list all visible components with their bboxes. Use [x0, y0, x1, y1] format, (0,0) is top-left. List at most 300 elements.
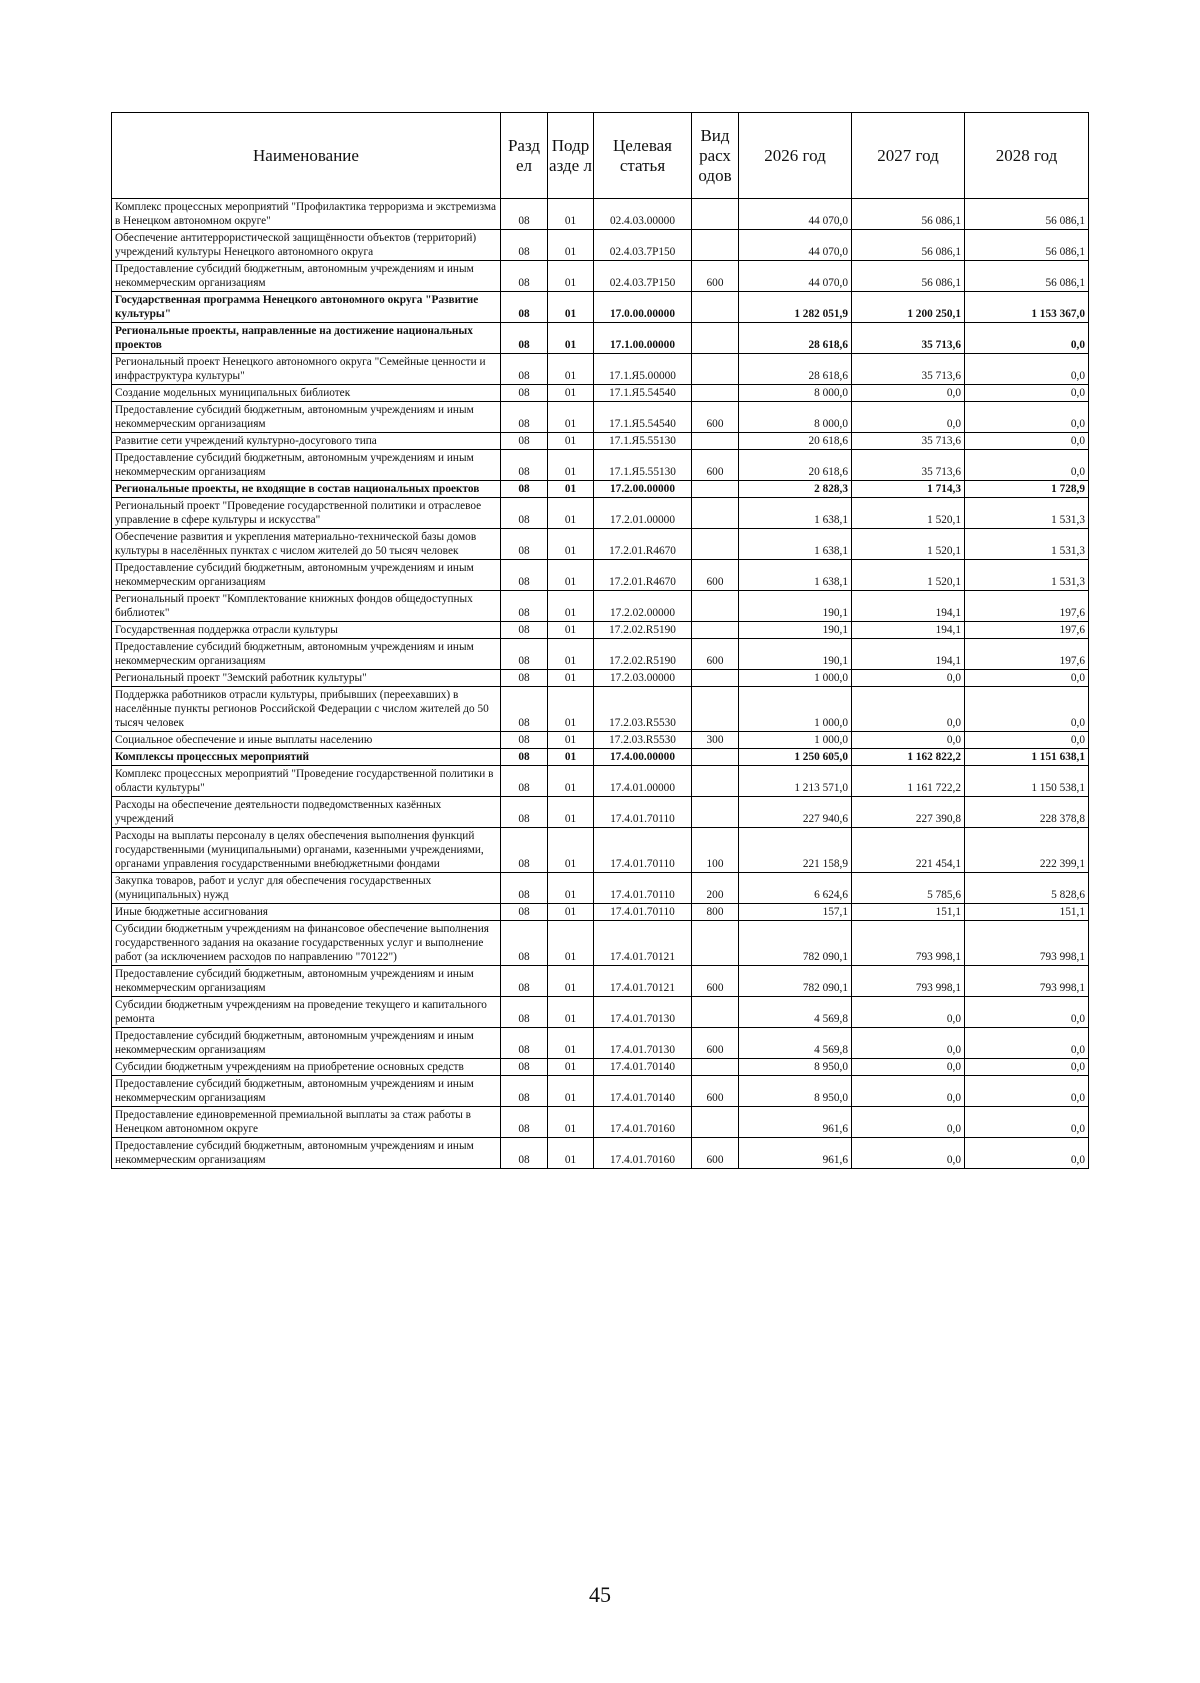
cell-2027: 56 086,1 — [852, 230, 965, 261]
cell-target: 17.2.02.R5190 — [594, 639, 692, 670]
cell-2027: 1 714,3 — [852, 481, 965, 498]
cell-section: 08 — [501, 402, 548, 433]
cell-2028: 228 378,8 — [965, 797, 1089, 828]
cell-2028: 151,1 — [965, 904, 1089, 921]
cell-2027: 793 998,1 — [852, 921, 965, 966]
cell-expense-type — [692, 1107, 739, 1138]
page-number: 45 — [589, 1582, 611, 1607]
table-row — [112, 354, 1089, 385]
cell-target: 17.2.01.R4670 — [594, 529, 692, 560]
cell-target: 17.1.00.00000 — [594, 323, 692, 354]
cell-2028: 1 728,9 — [965, 481, 1089, 498]
cell-section: 08 — [501, 529, 548, 560]
cell-2027: 221 454,1 — [852, 828, 965, 873]
cell-2027: 35 713,6 — [852, 354, 965, 385]
cell-section: 08 — [501, 498, 548, 529]
cell-target: 17.4.01.70110 — [594, 873, 692, 904]
cell-2026: 1 000,0 — [739, 670, 852, 687]
cell-2028: 793 998,1 — [965, 966, 1089, 997]
cell-section: 08 — [501, 766, 548, 797]
cell-2027: 1 162 822,2 — [852, 749, 965, 766]
cell-section: 08 — [501, 828, 548, 873]
cell-2028: 0,0 — [965, 732, 1089, 749]
cell-subsection: 01 — [548, 498, 594, 529]
cell-2028: 1 531,3 — [965, 560, 1089, 591]
cell-expense-type: 600 — [692, 1076, 739, 1107]
header-expense-type: Вид расх одов — [692, 113, 739, 199]
cell-expense-type: 600 — [692, 1028, 739, 1059]
cell-expense-type — [692, 687, 739, 732]
cell-target: 17.1.Я5.54540 — [594, 402, 692, 433]
cell-section: 08 — [501, 873, 548, 904]
cell-2026: 1 000,0 — [739, 687, 852, 732]
cell-2026: 961,6 — [739, 1138, 852, 1169]
cell-name: Развитие сети учреждений культурно-досугового типа — [112, 433, 501, 450]
cell-2026: 4 569,8 — [739, 997, 852, 1028]
cell-expense-type — [692, 1059, 739, 1076]
cell-2026: 1 250 605,0 — [739, 749, 852, 766]
cell-name: Комплекс процессных мероприятий "Профилактика терроризма и экстремизма в Ненецком автономном округе" — [112, 199, 501, 230]
cell-subsection: 01 — [548, 1107, 594, 1138]
cell-expense-type — [692, 622, 739, 639]
cell-expense-type — [692, 199, 739, 230]
table-row — [112, 292, 1089, 323]
cell-target: 17.2.01.00000 — [594, 498, 692, 529]
cell-name: Предоставление субсидий бюджетным, автономным учреждениям и иным некоммерческим организациям — [112, 402, 501, 433]
cell-name: Региональный проект "Комплектование книжных фондов общедоступных библиотек" — [112, 591, 501, 622]
cell-2026: 44 070,0 — [739, 230, 852, 261]
table-row — [112, 1138, 1089, 1169]
cell-2028: 0,0 — [965, 687, 1089, 732]
cell-2028: 5 828,6 — [965, 873, 1089, 904]
cell-name: Предоставление субсидий бюджетным, автономным учреждениям и иным некоммерческим организациям — [112, 1028, 501, 1059]
cell-name: Предоставление единовременной премиальной выплаты за стаж работы в Ненецком автономном округе — [112, 1107, 501, 1138]
cell-2026: 20 618,6 — [739, 450, 852, 481]
cell-2026: 6 624,6 — [739, 873, 852, 904]
cell-subsection: 01 — [548, 997, 594, 1028]
cell-target: 17.4.01.70130 — [594, 997, 692, 1028]
cell-2026: 1 638,1 — [739, 529, 852, 560]
table-row — [112, 997, 1089, 1028]
cell-name: Государственная поддержка отрасли культуры — [112, 622, 501, 639]
cell-2028: 56 086,1 — [965, 261, 1089, 292]
cell-2027: 0,0 — [852, 670, 965, 687]
cell-subsection: 01 — [548, 261, 594, 292]
cell-2027: 0,0 — [852, 687, 965, 732]
table-row — [112, 529, 1089, 560]
table-row — [112, 450, 1089, 481]
cell-2028: 0,0 — [965, 323, 1089, 354]
cell-target: 17.1.Я5.54540 — [594, 385, 692, 402]
cell-subsection: 01 — [548, 766, 594, 797]
cell-2026: 782 090,1 — [739, 921, 852, 966]
cell-name: Комплексы процессных мероприятий — [112, 749, 501, 766]
cell-expense-type — [692, 385, 739, 402]
cell-target: 17.4.01.70110 — [594, 828, 692, 873]
cell-name: Обеспечение развития и укрепления материально-технической базы домов культуры в населённых пунктах с числом жителей до 50 тысяч человек — [112, 529, 501, 560]
cell-name: Предоставление субсидий бюджетным, автономным учреждениям и иным некоммерческим организациям — [112, 450, 501, 481]
cell-target: 17.2.01.R4670 — [594, 560, 692, 591]
cell-2027: 0,0 — [852, 1028, 965, 1059]
cell-2026: 961,6 — [739, 1107, 852, 1138]
table-row — [112, 560, 1089, 591]
cell-2027: 0,0 — [852, 732, 965, 749]
cell-target: 17.4.01.70140 — [594, 1076, 692, 1107]
table-row — [112, 828, 1089, 873]
cell-2027: 0,0 — [852, 1076, 965, 1107]
cell-target: 17.1.Я5.55130 — [594, 433, 692, 450]
cell-section: 08 — [501, 921, 548, 966]
cell-2028: 197,6 — [965, 622, 1089, 639]
cell-expense-type: 600 — [692, 966, 739, 997]
cell-2027: 0,0 — [852, 1138, 965, 1169]
cell-2026: 1 282 051,9 — [739, 292, 852, 323]
cell-expense-type — [692, 670, 739, 687]
cell-section: 08 — [501, 199, 548, 230]
cell-2028: 0,0 — [965, 1107, 1089, 1138]
table-row — [112, 498, 1089, 529]
cell-2028: 197,6 — [965, 639, 1089, 670]
cell-target: 17.4.01.70140 — [594, 1059, 692, 1076]
cell-expense-type: 600 — [692, 1138, 739, 1169]
cell-2026: 190,1 — [739, 591, 852, 622]
cell-section: 08 — [501, 670, 548, 687]
table-row — [112, 385, 1089, 402]
cell-2026: 8 000,0 — [739, 402, 852, 433]
cell-expense-type — [692, 433, 739, 450]
cell-2027: 1 520,1 — [852, 529, 965, 560]
cell-2027: 1 161 722,2 — [852, 766, 965, 797]
cell-subsection: 01 — [548, 292, 594, 323]
cell-2028: 56 086,1 — [965, 230, 1089, 261]
cell-2026: 28 618,6 — [739, 323, 852, 354]
cell-2027: 151,1 — [852, 904, 965, 921]
header-2027: 2027 год — [852, 113, 965, 199]
cell-subsection: 01 — [548, 639, 594, 670]
cell-2026: 221 158,9 — [739, 828, 852, 873]
cell-section: 08 — [501, 1028, 548, 1059]
cell-expense-type: 600 — [692, 560, 739, 591]
cell-section: 08 — [501, 797, 548, 828]
cell-2027: 35 713,6 — [852, 323, 965, 354]
cell-name: Предоставление субсидий бюджетным, автономным учреждениям и иным некоммерческим организациям — [112, 639, 501, 670]
cell-target: 17.4.00.00000 — [594, 749, 692, 766]
cell-section: 08 — [501, 591, 548, 622]
cell-name: Субсидии бюджетным учреждениям на финансовое обеспечение выполнения государственного задания на оказание государственных услуг и выполнение работ (за исключением расходов по направлению "70122") — [112, 921, 501, 966]
table-row — [112, 873, 1089, 904]
cell-target: 02.4.03.7Р150 — [594, 261, 692, 292]
table-row — [112, 904, 1089, 921]
cell-section: 08 — [501, 639, 548, 670]
cell-target: 17.4.01.70130 — [594, 1028, 692, 1059]
cell-subsection: 01 — [548, 797, 594, 828]
cell-section: 08 — [501, 997, 548, 1028]
cell-subsection: 01 — [548, 230, 594, 261]
cell-2026: 1 000,0 — [739, 732, 852, 749]
cell-subsection: 01 — [548, 873, 594, 904]
cell-2026: 2 828,3 — [739, 481, 852, 498]
cell-section: 08 — [501, 292, 548, 323]
cell-2028: 0,0 — [965, 450, 1089, 481]
cell-expense-type — [692, 323, 739, 354]
cell-subsection: 01 — [548, 591, 594, 622]
cell-2026: 227 940,6 — [739, 797, 852, 828]
cell-expense-type: 800 — [692, 904, 739, 921]
cell-2027: 56 086,1 — [852, 199, 965, 230]
cell-subsection: 01 — [548, 622, 594, 639]
cell-section: 08 — [501, 354, 548, 385]
table-row — [112, 402, 1089, 433]
cell-2028: 222 399,1 — [965, 828, 1089, 873]
table-row — [112, 670, 1089, 687]
cell-2027: 793 998,1 — [852, 966, 965, 997]
cell-section: 08 — [501, 1076, 548, 1107]
cell-subsection: 01 — [548, 560, 594, 591]
cell-expense-type: 600 — [692, 402, 739, 433]
header-section: Разд ел — [501, 113, 548, 199]
cell-2028: 56 086,1 — [965, 199, 1089, 230]
table-row — [112, 261, 1089, 292]
cell-2026: 4 569,8 — [739, 1028, 852, 1059]
cell-2028: 1 153 367,0 — [965, 292, 1089, 323]
cell-expense-type — [692, 292, 739, 323]
cell-subsection: 01 — [548, 1028, 594, 1059]
header-name: Наименование — [112, 113, 501, 199]
cell-2027: 0,0 — [852, 1107, 965, 1138]
cell-2028: 0,0 — [965, 433, 1089, 450]
cell-2028: 0,0 — [965, 354, 1089, 385]
cell-target: 17.4.01.70121 — [594, 921, 692, 966]
cell-name: Расходы на обеспечение деятельности подведомственных казённых учреждений — [112, 797, 501, 828]
table-row — [112, 766, 1089, 797]
cell-2028: 0,0 — [965, 385, 1089, 402]
cell-2028: 0,0 — [965, 1059, 1089, 1076]
cell-subsection: 01 — [548, 354, 594, 385]
table-row — [112, 199, 1089, 230]
cell-2026: 1 638,1 — [739, 498, 852, 529]
cell-expense-type — [692, 749, 739, 766]
cell-expense-type: 200 — [692, 873, 739, 904]
cell-subsection: 01 — [548, 687, 594, 732]
cell-2026: 20 618,6 — [739, 433, 852, 450]
cell-subsection: 01 — [548, 921, 594, 966]
cell-section: 08 — [501, 433, 548, 450]
table-row — [112, 966, 1089, 997]
table-row — [112, 639, 1089, 670]
cell-name: Государственная программа Ненецкого автономного округа "Развитие культуры" — [112, 292, 501, 323]
table-row — [112, 230, 1089, 261]
cell-target: 17.4.01.70121 — [594, 966, 692, 997]
cell-expense-type: 600 — [692, 261, 739, 292]
cell-2026: 8 950,0 — [739, 1076, 852, 1107]
cell-expense-type — [692, 591, 739, 622]
cell-2027: 0,0 — [852, 1059, 965, 1076]
cell-expense-type — [692, 529, 739, 560]
cell-name: Региональные проекты, не входящие в состав национальных проектов — [112, 481, 501, 498]
cell-target: 17.2.02.00000 — [594, 591, 692, 622]
cell-section: 08 — [501, 385, 548, 402]
cell-name: Предоставление субсидий бюджетным, автономным учреждениям и иным некоммерческим организациям — [112, 560, 501, 591]
cell-2027: 194,1 — [852, 639, 965, 670]
cell-expense-type — [692, 354, 739, 385]
cell-subsection: 01 — [548, 402, 594, 433]
cell-section: 08 — [501, 622, 548, 639]
cell-section: 08 — [501, 450, 548, 481]
cell-name: Региональные проекты, направленные на достижение национальных проектов — [112, 323, 501, 354]
table-body — [112, 199, 1089, 1169]
cell-2027: 194,1 — [852, 591, 965, 622]
cell-subsection: 01 — [548, 323, 594, 354]
cell-subsection: 01 — [548, 1059, 594, 1076]
table-row — [112, 921, 1089, 966]
cell-expense-type: 300 — [692, 732, 739, 749]
cell-2026: 28 618,6 — [739, 354, 852, 385]
table-row — [112, 622, 1089, 639]
header-2026: 2026 год — [739, 113, 852, 199]
cell-section: 08 — [501, 1138, 548, 1169]
cell-section: 08 — [501, 732, 548, 749]
cell-expense-type — [692, 481, 739, 498]
cell-2027: 0,0 — [852, 997, 965, 1028]
table-row — [112, 749, 1089, 766]
cell-expense-type — [692, 230, 739, 261]
table-row — [112, 1107, 1089, 1138]
cell-subsection: 01 — [548, 904, 594, 921]
cell-target: 17.1.Я5.55130 — [594, 450, 692, 481]
cell-target: 17.2.03.00000 — [594, 670, 692, 687]
cell-2027: 5 785,6 — [852, 873, 965, 904]
cell-2028: 0,0 — [965, 670, 1089, 687]
cell-2026: 1 213 571,0 — [739, 766, 852, 797]
cell-subsection: 01 — [548, 199, 594, 230]
cell-2028: 1 531,3 — [965, 498, 1089, 529]
cell-name: Предоставление субсидий бюджетным, автономным учреждениям и иным некоммерческим организациям — [112, 966, 501, 997]
cell-section: 08 — [501, 1059, 548, 1076]
cell-subsection: 01 — [548, 450, 594, 481]
cell-expense-type — [692, 997, 739, 1028]
cell-name: Субсидии бюджетным учреждениям на проведение текущего и капитального ремонта — [112, 997, 501, 1028]
budget-table — [111, 112, 1089, 1169]
cell-target: 17.4.01.70110 — [594, 904, 692, 921]
cell-name: Социальное обеспечение и иные выплаты населению — [112, 732, 501, 749]
table-row — [112, 433, 1089, 450]
cell-target: 17.2.03.R5530 — [594, 687, 692, 732]
cell-section: 08 — [501, 323, 548, 354]
cell-section: 08 — [501, 1107, 548, 1138]
cell-name: Закупка товаров, работ и услуг для обеспечения государственных (муниципальных) нужд — [112, 873, 501, 904]
cell-section: 08 — [501, 966, 548, 997]
cell-2028: 0,0 — [965, 1076, 1089, 1107]
cell-2026: 190,1 — [739, 639, 852, 670]
cell-section: 08 — [501, 560, 548, 591]
cell-section: 08 — [501, 230, 548, 261]
cell-2027: 194,1 — [852, 622, 965, 639]
table-row — [112, 687, 1089, 732]
cell-name: Поддержка работников отрасли культуры, прибывших (переехавших) в населённые пункты регионов Российской Федерации с числом жителей до 50 тысяч человек — [112, 687, 501, 732]
cell-subsection: 01 — [548, 749, 594, 766]
cell-2028: 0,0 — [965, 1138, 1089, 1169]
cell-2027: 1 200 250,1 — [852, 292, 965, 323]
cell-name: Создание модельных муниципальных библиотек — [112, 385, 501, 402]
cell-expense-type: 600 — [692, 450, 739, 481]
cell-expense-type — [692, 797, 739, 828]
header-target: Целевая статья — [594, 113, 692, 199]
table-row — [112, 1059, 1089, 1076]
cell-2026: 44 070,0 — [739, 199, 852, 230]
cell-subsection: 01 — [548, 1076, 594, 1107]
cell-2027: 35 713,6 — [852, 450, 965, 481]
table-row — [112, 323, 1089, 354]
cell-section: 08 — [501, 687, 548, 732]
cell-2026: 157,1 — [739, 904, 852, 921]
cell-expense-type: 600 — [692, 639, 739, 670]
cell-2026: 190,1 — [739, 622, 852, 639]
cell-name: Региональный проект "Проведение государственной политики и отраслевое управление в сфере культуры и искусства" — [112, 498, 501, 529]
cell-subsection: 01 — [548, 732, 594, 749]
cell-subsection: 01 — [548, 828, 594, 873]
cell-target: 17.2.00.00000 — [594, 481, 692, 498]
header-2028: 2028 год — [965, 113, 1089, 199]
cell-name: Комплекс процессных мероприятий "Проведение государственной политики в области культуры" — [112, 766, 501, 797]
cell-section: 08 — [501, 749, 548, 766]
cell-expense-type — [692, 921, 739, 966]
table-row — [112, 481, 1089, 498]
header-subsection: Подр азде л — [548, 113, 594, 199]
cell-2026: 44 070,0 — [739, 261, 852, 292]
cell-section: 08 — [501, 481, 548, 498]
cell-name: Обеспечение антитеррористической защищённости объектов (территорий) учреждений культуры Ненецкого автономного округа — [112, 230, 501, 261]
cell-name: Региональный проект "Земский работник культуры" — [112, 670, 501, 687]
cell-target: 17.1.Я5.00000 — [594, 354, 692, 385]
cell-2026: 782 090,1 — [739, 966, 852, 997]
cell-2028: 1 531,3 — [965, 529, 1089, 560]
cell-target: 02.4.03.7Р150 — [594, 230, 692, 261]
cell-2027: 0,0 — [852, 402, 965, 433]
table-row — [112, 797, 1089, 828]
cell-subsection: 01 — [548, 966, 594, 997]
table-row — [112, 1028, 1089, 1059]
cell-2028: 793 998,1 — [965, 921, 1089, 966]
cell-expense-type — [692, 766, 739, 797]
cell-2026: 8 000,0 — [739, 385, 852, 402]
cell-2028: 197,6 — [965, 591, 1089, 622]
cell-subsection: 01 — [548, 433, 594, 450]
cell-target: 17.4.01.00000 — [594, 766, 692, 797]
cell-name: Предоставление субсидий бюджетным, автономным учреждениям и иным некоммерческим организациям — [112, 1076, 501, 1107]
table-header-row — [112, 113, 1089, 199]
cell-subsection: 01 — [548, 385, 594, 402]
cell-expense-type — [692, 498, 739, 529]
cell-name: Предоставление субсидий бюджетным, автономным учреждениям и иным некоммерческим организациям — [112, 261, 501, 292]
table-row — [112, 1076, 1089, 1107]
cell-name: Региональный проект Ненецкого автономного округа "Семейные ценности и инфраструктура культуры" — [112, 354, 501, 385]
cell-target: 17.2.03.R5530 — [594, 732, 692, 749]
cell-2026: 8 950,0 — [739, 1059, 852, 1076]
cell-subsection: 01 — [548, 1138, 594, 1169]
cell-section: 08 — [501, 261, 548, 292]
cell-name: Расходы на выплаты персоналу в целях обеспечения выполнения функций государственными (муниципальными) органами, казенными учреждениями, органами управления государственными внебюджетными фондами — [112, 828, 501, 873]
cell-name: Предоставление субсидий бюджетным, автономным учреждениям и иным некоммерческим организациям — [112, 1138, 501, 1169]
cell-2027: 56 086,1 — [852, 261, 965, 292]
cell-2028: 0,0 — [965, 997, 1089, 1028]
cell-target: 17.0.00.00000 — [594, 292, 692, 323]
cell-2027: 1 520,1 — [852, 498, 965, 529]
cell-expense-type: 100 — [692, 828, 739, 873]
cell-name: Иные бюджетные ассигнования — [112, 904, 501, 921]
cell-2028: 1 150 538,1 — [965, 766, 1089, 797]
cell-subsection: 01 — [548, 670, 594, 687]
cell-2028: 1 151 638,1 — [965, 749, 1089, 766]
